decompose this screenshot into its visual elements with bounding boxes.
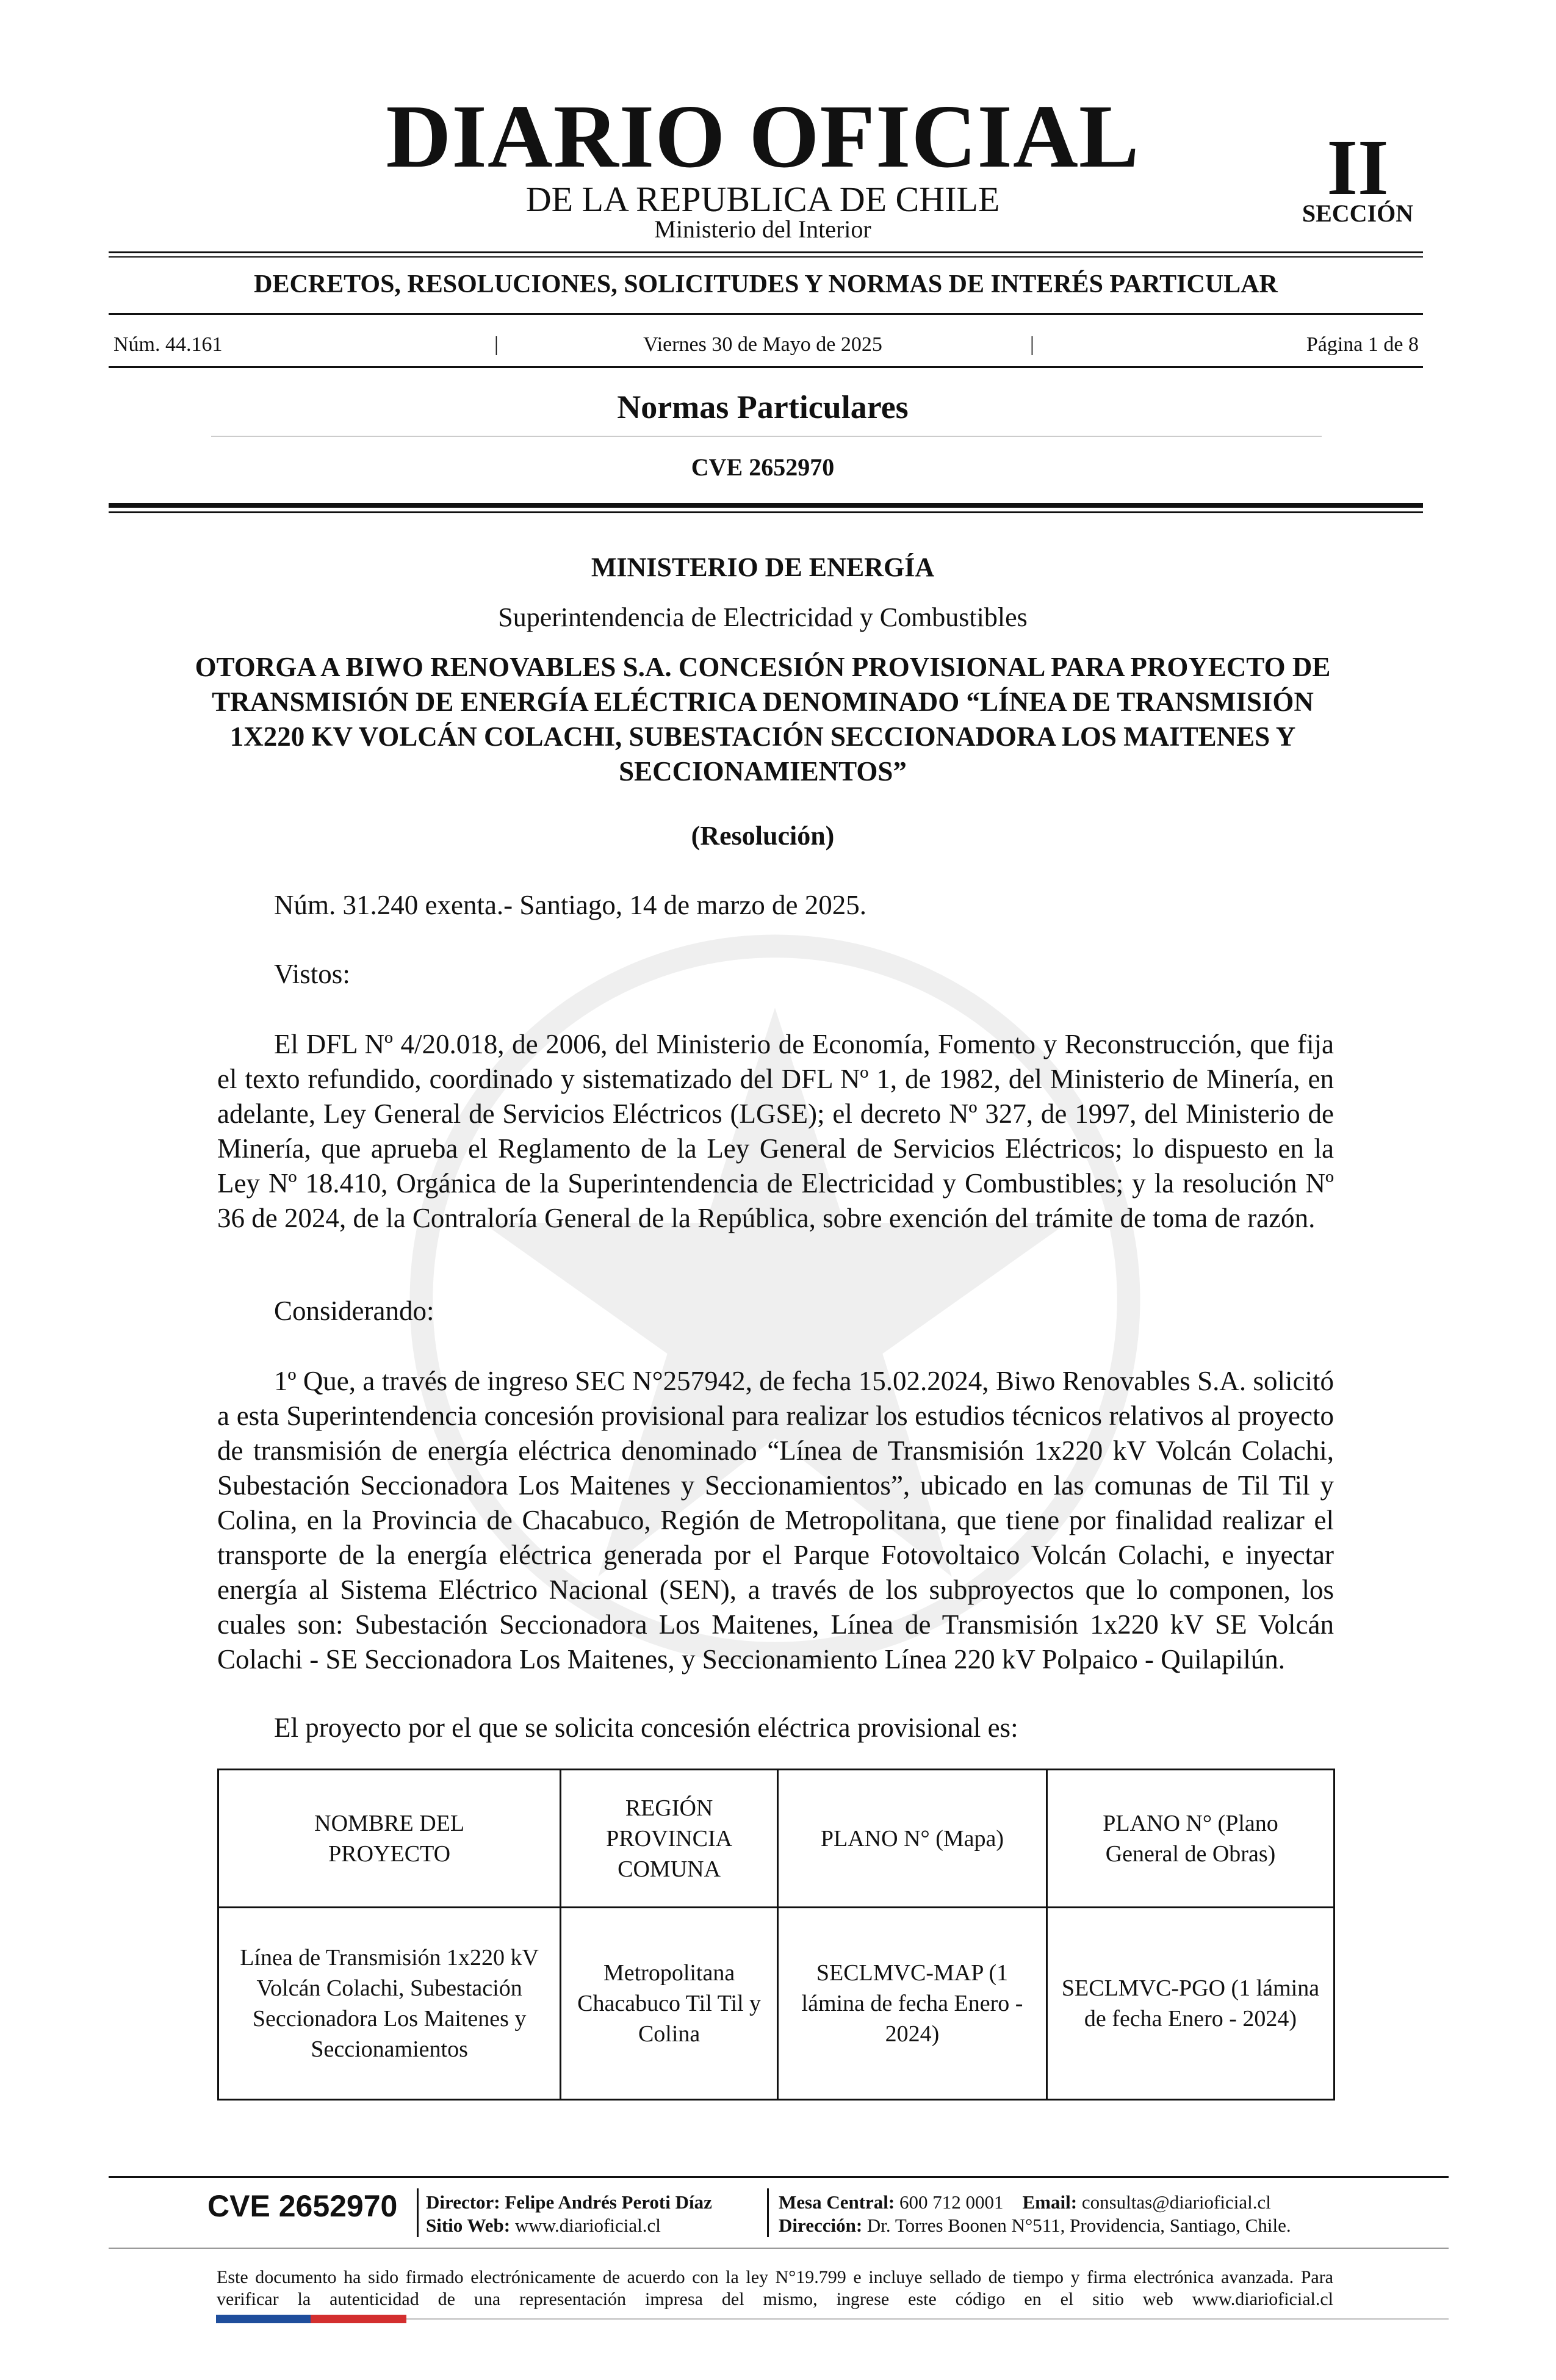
header-plano-obras: PLANO N° (Plano General de Obras) <box>1047 1770 1334 1908</box>
section-banner: DECRETOS, RESOLUCIONES, SOLICITUDES Y NORMAS DE INTERÉS PARTICULAR <box>254 270 1278 298</box>
footer-director-line: Director: Felipe Andrés Peroti Díaz <box>426 2191 712 2213</box>
masthead-ministry: Ministerio del Interior <box>654 215 871 243</box>
cell-region: Metropolitana Chacabuco Til Til y Colina <box>561 1908 778 2100</box>
masthead-title: DIARIO OFICIAL <box>386 87 1140 187</box>
issue-page: Página 1 de 8 <box>1306 333 1419 356</box>
footer-divider <box>767 2188 769 2237</box>
top-rule-thin <box>109 256 1423 258</box>
project-table <box>217 1769 1335 2101</box>
considerando-label: Considerando: <box>274 1296 434 1326</box>
header-rule-thin <box>109 511 1423 513</box>
table-row <box>218 1908 1334 2100</box>
resolution-number: Núm. 31.240 exenta.- Santiago, 14 de marzo de 2025. <box>274 890 867 920</box>
cve-heading: CVE 2652970 <box>691 453 835 481</box>
top-rule <box>109 251 1423 253</box>
issue-separator: | <box>494 333 499 356</box>
vistos-paragraph: El DFL Nº 4/20.018, de 2006, del Ministerio de Economía, Fomento y Reconstrucción, que fija el texto refundido, coordinado y sistematizado del DFL Nº 1, de 1982, del Ministerio de Minería, en adelante, Ley General de Servicios Eléctricos (LGSE); el decreto Nº 327, de 1997, del Ministerio de Minería, que aprueba el Reglamento de la Ley General de Servicios Eléctricos; lo dispuesto en la Ley Nº 18.410, Orgánica de la Superintendencia de Electricidad y Combustibles; y la resolución Nº 36 de 2024, de la Contraloría General de la República, sobre exención del trámite de toma de razón. <box>217 1029 1334 1233</box>
issue-date: Viernes 30 de Mayo de 2025 <box>643 333 882 356</box>
cell-plano-mapa: SECLMVC-MAP (1 lámina de fecha Enero - 2024) <box>777 1908 1046 2100</box>
resolution-title: OTORGA A BIWO RENOVABLES S.A. CONCESIÓN PROVISIONAL PARA PROYECTO DE TRANSMISIÓN DE ENERGÍA ELÉCTRICA DENOMINADO “LÍNEA DE TRANSMISIÓN 1X220 KV VOLCÁN COLACHI, SUBESTACIÓN SECCIONADORA LOS MAITENES Y SECCIONAMIENTOS” <box>195 652 1331 787</box>
ministry-heading: MINISTERIO DE ENERGÍA <box>591 552 935 582</box>
footer-address-line: Dirección: Dr. Torres Boonen N°511, Providencia, Santiago, Chile. <box>779 2215 1291 2236</box>
category-heading: Normas Particulares <box>617 389 909 425</box>
flag-stripe-blue <box>216 2315 311 2323</box>
agency-heading: Superintendencia de Electricidad y Combustibles <box>498 602 1028 632</box>
header-nombre-proyecto: NOMBRE DEL PROYECTO <box>218 1770 561 1908</box>
masthead-subtitle: DE LA REPUBLICA DE CHILE <box>525 179 1000 219</box>
issue-separator: | <box>1030 333 1034 356</box>
banner-rule <box>109 313 1423 315</box>
footer-email-link[interactable]: consultas@diarioficial.cl <box>1081 2191 1271 2213</box>
footer-site-line: Sitio Web: www.diarioficial.cl <box>426 2215 661 2236</box>
section-label: SECCIÓN <box>1302 200 1414 227</box>
header-rule-thick <box>109 503 1423 508</box>
cell-project-name: Línea de Transmisión 1x220 kV Volcán Colachi, Subestación Seccionadora Los Maitenes y Seccionamientos <box>218 1908 561 2100</box>
footer-cve-code: CVE 2652970 <box>207 2189 398 2223</box>
section-numeral: II <box>1327 124 1389 212</box>
vistos-label: Vistos: <box>274 959 350 989</box>
considerando-paragraph-1: 1º Que, a través de ingreso SEC N°257942, de fecha 15.02.2024, Biwo Renovables S.A. solicitó a esta Superintendencia concesión provisional para realizar los estudios técnicos relativos al proyecto de transmisión de energía eléctrica denominado “Línea de Transmisión 1x220 kV Volcán Colachi, Subestación Seccionadora Los Maitenes y Seccionamientos”, ubicado en las comunas de Til Til y Colina, en la Provincia de Chacabuco, Región de Metropolitana, que tiene por finalidad realizar el transporte de la energía eléctrica generada por el Parque Fotovoltaico Volcán Colachi, e inyectar energía al Sistema Eléctrico Nacional (SEN), a través de los subproyectos que lo componen, los cuales son: Subestación Seccionadora Los Maitenes, Línea de Transmisión 1x220 kV SE Volcán Colachi - SE Seccionadora Los Maitenes, y Seccionamiento Línea 220 kV Polpaico - Quilapilún. <box>217 1366 1334 1675</box>
header-region: REGIÓN PROVINCIA COMUNA <box>561 1770 778 1908</box>
issue-number: Núm. 44.161 <box>113 333 223 356</box>
footer-legal-notice: Este documento ha sido firmado electrónicamente de acuerdo con la ley N°19.799 e incluye sellado de tiempo y firma electrónica avanzada. Para verificar la autenticidad de una representación impresa del mismo, ingrese este código en el sitio web www.diarioficial.cl <box>217 2267 1333 2309</box>
footer-divider <box>417 2188 419 2237</box>
flag-stripe-red <box>311 2315 406 2323</box>
footer-contact-line: Mesa Central: 600 712 0001 Email: consultas@diarioficial.cl <box>779 2191 1271 2213</box>
footer-site-link[interactable]: www.diarioficial.cl <box>514 2215 661 2236</box>
table-intro: El proyecto por el que se solicita concesión eléctrica provisional es: <box>274 1712 1018 1743</box>
table-header-row <box>218 1770 1334 1908</box>
cell-plano-obras: SECLMVC-PGO (1 lámina de fecha Enero - 2024) <box>1047 1908 1334 2100</box>
document-type: (Resolución) <box>691 821 835 851</box>
footer-mid-rule <box>109 2248 1449 2249</box>
header-plano-mapa: PLANO N° (Mapa) <box>777 1770 1046 1908</box>
issue-rule <box>109 366 1423 368</box>
footer-bottom-rule <box>406 2318 1449 2320</box>
category-underline <box>211 436 1322 437</box>
footer-top-rule <box>109 2176 1449 2178</box>
